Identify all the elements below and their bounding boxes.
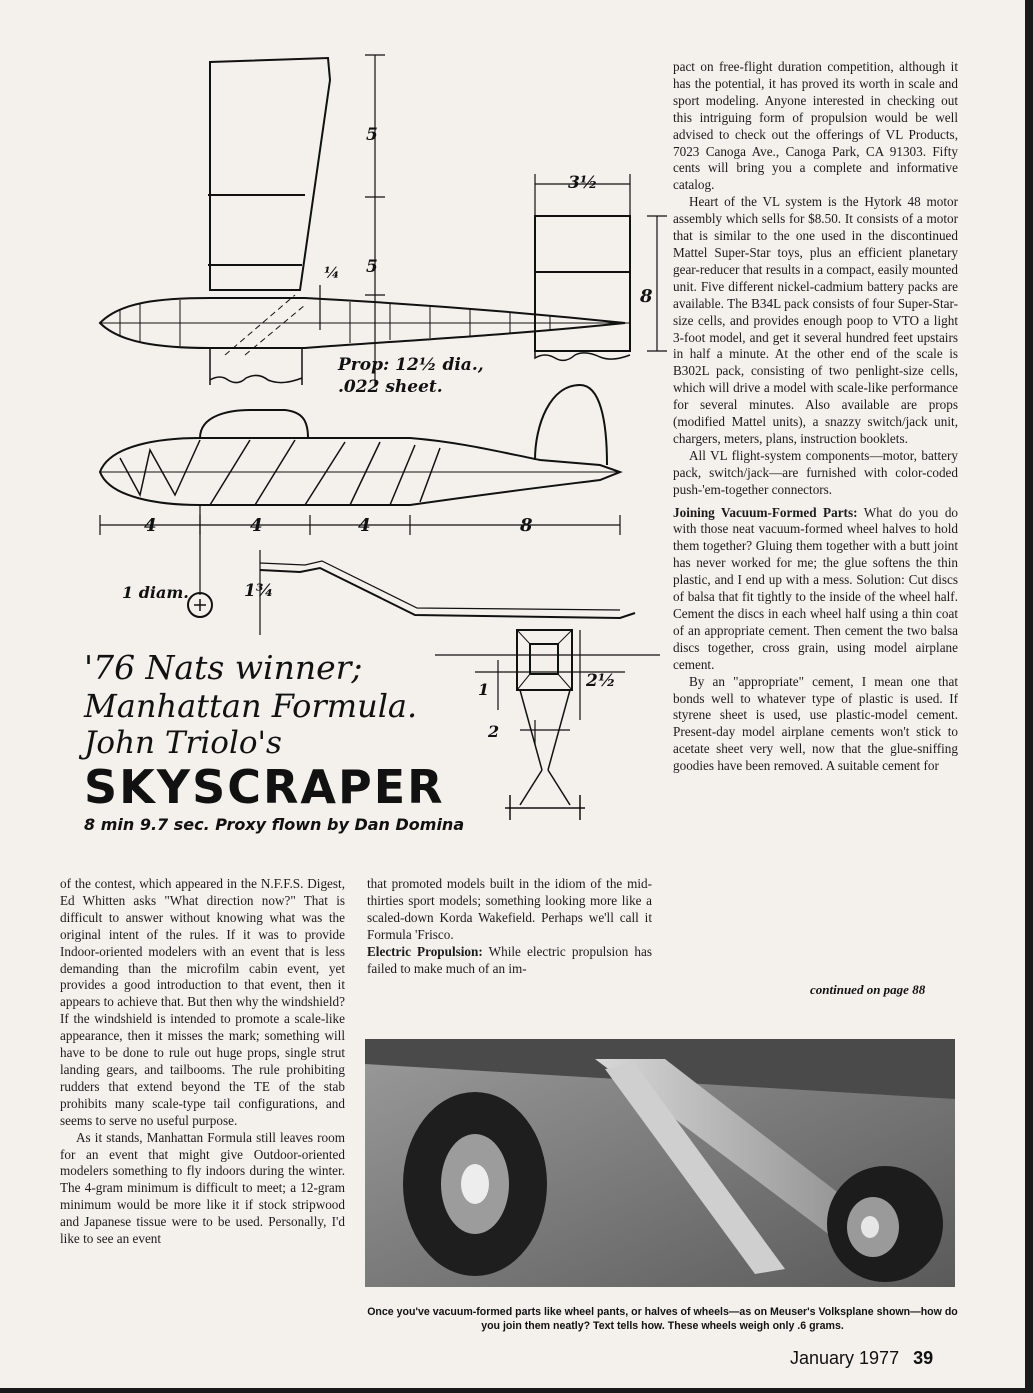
dim-1: 1 bbox=[478, 680, 490, 699]
dim-2: 2 bbox=[488, 722, 500, 741]
page-footer bbox=[790, 1348, 933, 1369]
title-line3: John Triolo's bbox=[84, 725, 282, 761]
col3-paragraph-1: pact on free-flight duration competition, although it has the potential, it has proved its worth in scale and sport modeling. Anyone interested in checking out this intriguing form of propulsion would be well advised to check out the offerings of VL Products, 7023 Canoga Ave., Canoga Park, CA 91303. Fifty cents will bring you a complete and informative catalog. bbox=[673, 59, 958, 193]
wheel-photo bbox=[365, 1039, 955, 1287]
wheel-photo-illustration bbox=[365, 1039, 955, 1287]
col3-paragraph-2: Heart of the VL system is the Hytork 48 motor assembly which sells for $8.50. It consists of a motor that is similar to the one used in the discontinued Mattel Super-Star toys, plus an efficient planetary gear-reducer that results in a compact, easily mounted unit. Five different nickel-cadmium battery packs are available. The B34L pack consists of four Super-Star-size cells, and provides enough poop to VTO a light 3-foot model, and get it several hundred feet upstairs in half a minute. At the other end of the scale is B302L pack, consisting of two penlight-size cells, which will drive a model with scale-like performance for several minutes. Also available are props (modified Mattel units), a snazzy switch/jack unit, chargers, meters, plans, instruction booklets. bbox=[673, 194, 958, 446]
col3-paragraph-3: All VL flight-system components—motor, battery pack, switch/jack—are furnished with color-coded push-'em-together connectors. bbox=[673, 447, 958, 497]
dim-2-5: 2½ bbox=[586, 671, 616, 691]
col1-paragraph-1: of the contest, which appeared in the N.F.F.S. Digest, Ed Whitten asks "What direction now?" That is difficult to answer without knowing what was the original intent of the rules. If it was to provide Indoor-oriented modelers with an event that is less demanding than the microfilm cabin event, yet provides a good introduction to that event, then it appears to achieve that. But then why the windshield? If the windshield is intended to promote a scale-like appearance, then it misses the mark; something will have to be done to rule out huge props, single strut landing gears, and tailbooms. The rule prohibiting rudders that extend beyond the TE of the stab prohibits many scale-type tail configurations, and seems to serve no useful purpose. bbox=[60, 876, 345, 1128]
dim-4c: 4 bbox=[358, 515, 371, 536]
col2-paragraph-2: While electric propulsion has failed to make much of an im- bbox=[367, 943, 653, 976]
title-line2: Manhattan Formula. bbox=[84, 687, 418, 725]
dim-5-mid: 5 bbox=[366, 257, 378, 277]
wing-outline bbox=[210, 58, 330, 290]
dim-5-top: 5 bbox=[366, 125, 378, 145]
dim-4a: 4 bbox=[144, 515, 157, 536]
dim-3-5: 3½ bbox=[568, 173, 598, 193]
dim-8-tail: 8 bbox=[640, 286, 653, 307]
landing-gear-wire bbox=[260, 568, 635, 618]
dim-1-75: 1¾ bbox=[244, 581, 274, 601]
prop-label-line1: Prop: 12½ dia., bbox=[338, 355, 484, 375]
col3-paragraph-5: By an "appropriate" cement, I mean one that bonds well to whatever type of plastic is used. If styrene sheet is used, use plastic-model cement. Present-day model airplane cements won't stick to acetate sheet very well, now that the glue-sniffing goodies have been removed. A suitable cement for bbox=[673, 673, 958, 774]
text-column-1 bbox=[60, 876, 345, 1248]
photo-caption: Once you've vacuum-formed parts like wheel pants, or halves of wheels—as on Meuser's Volksplane shown—how do you join them neatly? Text tells how. These wheels weigh only .6 grams. bbox=[367, 1306, 958, 1332]
wheel-label: 1 diam. bbox=[122, 583, 189, 602]
col3-paragraph-4: What do you do with those neat vacuum-formed wheel halves to hold them together? Gluing them together with a butt joint has never worked for me; the glue softens the thin plastic, and I end up with a mess. Solution: Cut discs of balsa that fit tightly to the inside of the wheel half. Cement the discs in each wheel half using a thin coat of an appropriate cement. Then cement the two balsa discs together, cross grain, using model airplane cement. bbox=[673, 504, 959, 672]
rudder-outline bbox=[535, 385, 607, 465]
title-line1: '76 Nats winner; bbox=[84, 648, 363, 687]
model-name-title: SKYSCRAPER bbox=[84, 760, 445, 814]
dim-quarter: ¼ bbox=[324, 264, 340, 282]
issue-date: January 1977 bbox=[790, 1348, 900, 1368]
continued-note: continued on page 88 bbox=[810, 982, 926, 997]
dim-4b: 4 bbox=[250, 515, 263, 536]
col2-paragraph-1: that promoted models built in the idiom of the mid-thirties sport models; something looking more like a scaled-down Korda Wakefield. Perhaps we'll call it Formula 'Frisco. bbox=[367, 876, 652, 942]
dim-8-bottom: 8 bbox=[520, 515, 533, 536]
text-column-2 bbox=[367, 876, 652, 977]
electric-propulsion-heading: Electric Propulsion: bbox=[367, 943, 483, 959]
title-subline: 8 min 9.7 sec. Proxy flown by Dan Domina bbox=[84, 815, 465, 834]
text-column-3 bbox=[673, 59, 958, 775]
col1-paragraph-2: As it stands, Manhattan Formula still leaves room for an event that might give Outdoor-oriented modelers something to fly indoors during the winter. The 4-gram minimum is difficult to meet; a 12-gram minimum would be more like it if stock stripwood and Japanese tissue were to be used. Personally, I'd like to see an event bbox=[60, 1129, 345, 1247]
prop-label-line2: .022 sheet. bbox=[338, 377, 443, 397]
page-number: 39 bbox=[913, 1348, 934, 1368]
joining-parts-heading: Joining Vacuum-Formed Parts: bbox=[673, 504, 858, 520]
